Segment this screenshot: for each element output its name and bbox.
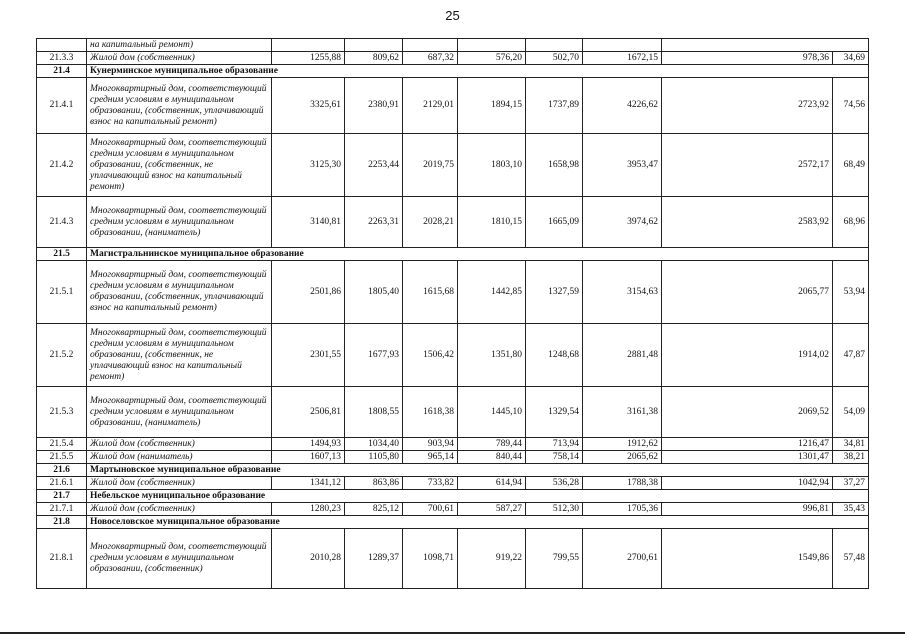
row-number: 21.6.1 xyxy=(37,477,87,490)
value-cell: 1301,47 xyxy=(662,451,833,464)
value-cell: 587,27 xyxy=(458,503,526,516)
value-cell: 3154,63 xyxy=(583,261,662,324)
value-cell: 1607,13 xyxy=(272,451,345,464)
row-description: Многоквартирный дом, соответствующий средним условиям в муниципальном образовании, (собственник, не уплачивающий взнос на капитальный ремонт) xyxy=(87,324,272,387)
row-number: 21.3.3 xyxy=(37,52,87,65)
table-row xyxy=(37,477,869,490)
value-cell: 2506,81 xyxy=(272,387,345,438)
row-number: 21.4.3 xyxy=(37,197,87,248)
table-row xyxy=(37,438,869,451)
value-cell: 809,62 xyxy=(345,52,403,65)
row-number: 21.5.1 xyxy=(37,261,87,324)
value-cell: 2010,28 xyxy=(272,529,345,589)
value-cell: 996,81 xyxy=(662,503,833,516)
value-cell: 2065,62 xyxy=(583,451,662,464)
value-cell: 2881,48 xyxy=(583,324,662,387)
table-row xyxy=(37,503,869,516)
value-cell: 1810,15 xyxy=(458,197,526,248)
value-cell: 1912,62 xyxy=(583,438,662,451)
value-cell: 1506,42 xyxy=(403,324,458,387)
section-row xyxy=(37,490,869,503)
row-description: Многоквартирный дом, соответствующий средним условиям в муниципальном образовании, (наниматель) xyxy=(87,387,272,438)
value-cell: 502,70 xyxy=(526,52,583,65)
row-description: Жилой дом (наниматель) xyxy=(87,451,272,464)
value-cell: 1803,10 xyxy=(458,134,526,197)
value-cell xyxy=(345,39,403,52)
row-description: Многоквартирный дом, соответствующий средним условиям в муниципальном образовании, (собственник, уплачивающий взнос на капитальный ремонт) xyxy=(87,78,272,134)
value-cell: 713,94 xyxy=(526,438,583,451)
value-cell: 53,94 xyxy=(833,261,869,324)
table-row xyxy=(37,52,869,65)
value-cell: 38,21 xyxy=(833,451,869,464)
value-cell: 47,87 xyxy=(833,324,869,387)
value-cell: 789,44 xyxy=(458,438,526,451)
value-cell xyxy=(526,39,583,52)
table-row xyxy=(37,197,869,248)
value-cell: 536,28 xyxy=(526,477,583,490)
value-cell: 687,32 xyxy=(403,52,458,65)
value-cell: 74,56 xyxy=(833,78,869,134)
table-row xyxy=(37,451,869,464)
value-cell: 1808,55 xyxy=(345,387,403,438)
page-number: 25 xyxy=(445,8,460,23)
row-description: Жилой дом (собственник) xyxy=(87,438,272,451)
row-number: 21.7.1 xyxy=(37,503,87,516)
value-cell: 1280,23 xyxy=(272,503,345,516)
row-description: Многоквартирный дом, соответствующий средним условиям в муниципальном образовании, (наниматель) xyxy=(87,197,272,248)
row-description: Многоквартирный дом, соответствующий средним условиям в муниципальном образовании, (собственник, уплачивающий взнос на капитальный ремонт) xyxy=(87,261,272,324)
value-cell: 1805,40 xyxy=(345,261,403,324)
value-cell: 2572,17 xyxy=(662,134,833,197)
value-cell: 3325,61 xyxy=(272,78,345,134)
tariff-table xyxy=(36,38,869,589)
value-cell: 3161,38 xyxy=(583,387,662,438)
value-cell: 1442,85 xyxy=(458,261,526,324)
value-cell: 1248,68 xyxy=(526,324,583,387)
value-cell: 1329,54 xyxy=(526,387,583,438)
value-cell: 825,12 xyxy=(345,503,403,516)
value-cell: 1351,80 xyxy=(458,324,526,387)
section-row xyxy=(37,248,869,261)
value-cell: 2263,31 xyxy=(345,197,403,248)
value-cell: 2583,92 xyxy=(662,197,833,248)
section-row xyxy=(37,65,869,78)
row-description: Жилой дом (собственник) xyxy=(87,477,272,490)
value-cell: 758,14 xyxy=(526,451,583,464)
value-cell: 512,30 xyxy=(526,503,583,516)
section-title: Небельское муниципальное образование xyxy=(87,490,869,503)
value-cell: 3140,81 xyxy=(272,197,345,248)
value-cell: 2723,92 xyxy=(662,78,833,134)
value-cell: 2253,44 xyxy=(345,134,403,197)
value-cell: 54,09 xyxy=(833,387,869,438)
section-number: 21.7 xyxy=(37,490,87,503)
value-cell: 2065,77 xyxy=(662,261,833,324)
section-title: Магистральнинское муниципальное образование xyxy=(87,248,869,261)
value-cell: 1618,38 xyxy=(403,387,458,438)
value-cell: 2700,61 xyxy=(583,529,662,589)
value-cell: 1105,80 xyxy=(345,451,403,464)
value-cell: 1737,89 xyxy=(526,78,583,134)
value-cell: 1341,12 xyxy=(272,477,345,490)
value-cell: 733,82 xyxy=(403,477,458,490)
value-cell: 57,48 xyxy=(833,529,869,589)
value-cell: 919,22 xyxy=(458,529,526,589)
value-cell: 799,55 xyxy=(526,529,583,589)
value-cell: 68,96 xyxy=(833,197,869,248)
row-number: 21.5.3 xyxy=(37,387,87,438)
section-row xyxy=(37,464,869,477)
value-cell: 1788,38 xyxy=(583,477,662,490)
value-cell: 2129,01 xyxy=(403,78,458,134)
table-row xyxy=(37,387,869,438)
value-cell: 1042,94 xyxy=(662,477,833,490)
value-cell: 3974,62 xyxy=(583,197,662,248)
value-cell: 1672,15 xyxy=(583,52,662,65)
value-cell: 2501,86 xyxy=(272,261,345,324)
table-row xyxy=(37,261,869,324)
value-cell: 68,49 xyxy=(833,134,869,197)
value-cell: 1894,15 xyxy=(458,78,526,134)
value-cell: 34,81 xyxy=(833,438,869,451)
value-cell: 1658,98 xyxy=(526,134,583,197)
value-cell xyxy=(662,39,869,52)
row-description: Жилой дом (собственник) xyxy=(87,52,272,65)
continuation-row xyxy=(37,39,869,52)
value-cell: 1615,68 xyxy=(403,261,458,324)
section-title: Мартыновское муниципальное образование xyxy=(87,464,869,477)
value-cell: 1216,47 xyxy=(662,438,833,451)
row-number: 21.5.4 xyxy=(37,438,87,451)
row-number: 21.4.1 xyxy=(37,78,87,134)
value-cell: 978,36 xyxy=(662,52,833,65)
value-cell: 863,86 xyxy=(345,477,403,490)
row-number: 21.5.5 xyxy=(37,451,87,464)
value-cell: 35,43 xyxy=(833,503,869,516)
value-cell: 1034,40 xyxy=(345,438,403,451)
value-cell: 1705,36 xyxy=(583,503,662,516)
table-row xyxy=(37,78,869,134)
value-cell: 1255,88 xyxy=(272,52,345,65)
value-cell: 2028,21 xyxy=(403,197,458,248)
value-cell: 3125,30 xyxy=(272,134,345,197)
section-number: 21.4 xyxy=(37,65,87,78)
row-number: 21.8.1 xyxy=(37,529,87,589)
value-cell: 1914,02 xyxy=(662,324,833,387)
row-description: Многоквартирный дом, соответствующий средним условиям в муниципальном образовании, (собственник, не уплачивающий взнос на капитальный ремонт) xyxy=(87,134,272,197)
value-cell: 1549,86 xyxy=(662,529,833,589)
row-description: Многоквартирный дом, соответствующий средним условиям в муниципальном образовании, (собственник) xyxy=(87,529,272,589)
row-number xyxy=(37,39,87,52)
value-cell: 34,69 xyxy=(833,52,869,65)
value-cell: 965,14 xyxy=(403,451,458,464)
value-cell: 4226,62 xyxy=(583,78,662,134)
row-number: 21.5.2 xyxy=(37,324,87,387)
value-cell: 700,61 xyxy=(403,503,458,516)
value-cell: 2301,55 xyxy=(272,324,345,387)
table-row xyxy=(37,324,869,387)
table-row xyxy=(37,134,869,197)
value-cell: 3953,47 xyxy=(583,134,662,197)
value-cell xyxy=(583,39,662,52)
value-cell: 37,27 xyxy=(833,477,869,490)
section-number: 21.5 xyxy=(37,248,87,261)
value-cell: 1445,10 xyxy=(458,387,526,438)
section-title: Новоселовское муниципальное образование xyxy=(87,516,869,529)
row-description: на капитальный ремонт) xyxy=(87,39,272,52)
value-cell: 614,94 xyxy=(458,477,526,490)
section-row xyxy=(37,516,869,529)
page-bottom-border xyxy=(0,632,905,634)
row-description: Жилой дом (собственник) xyxy=(87,503,272,516)
value-cell: 1289,37 xyxy=(345,529,403,589)
value-cell: 840,44 xyxy=(458,451,526,464)
value-cell xyxy=(272,39,345,52)
value-cell: 1494,93 xyxy=(272,438,345,451)
value-cell: 576,20 xyxy=(458,52,526,65)
value-cell: 2069,52 xyxy=(662,387,833,438)
value-cell: 2019,75 xyxy=(403,134,458,197)
value-cell: 903,94 xyxy=(403,438,458,451)
value-cell: 1098,71 xyxy=(403,529,458,589)
value-cell: 1665,09 xyxy=(526,197,583,248)
section-number: 21.6 xyxy=(37,464,87,477)
value-cell: 1677,93 xyxy=(345,324,403,387)
value-cell xyxy=(403,39,458,52)
value-cell: 1327,59 xyxy=(526,261,583,324)
section-title: Кунерминское муниципальное образование xyxy=(87,65,869,78)
row-number: 21.4.2 xyxy=(37,134,87,197)
value-cell xyxy=(458,39,526,52)
value-cell: 2380,91 xyxy=(345,78,403,134)
section-number: 21.8 xyxy=(37,516,87,529)
table-row xyxy=(37,529,869,589)
